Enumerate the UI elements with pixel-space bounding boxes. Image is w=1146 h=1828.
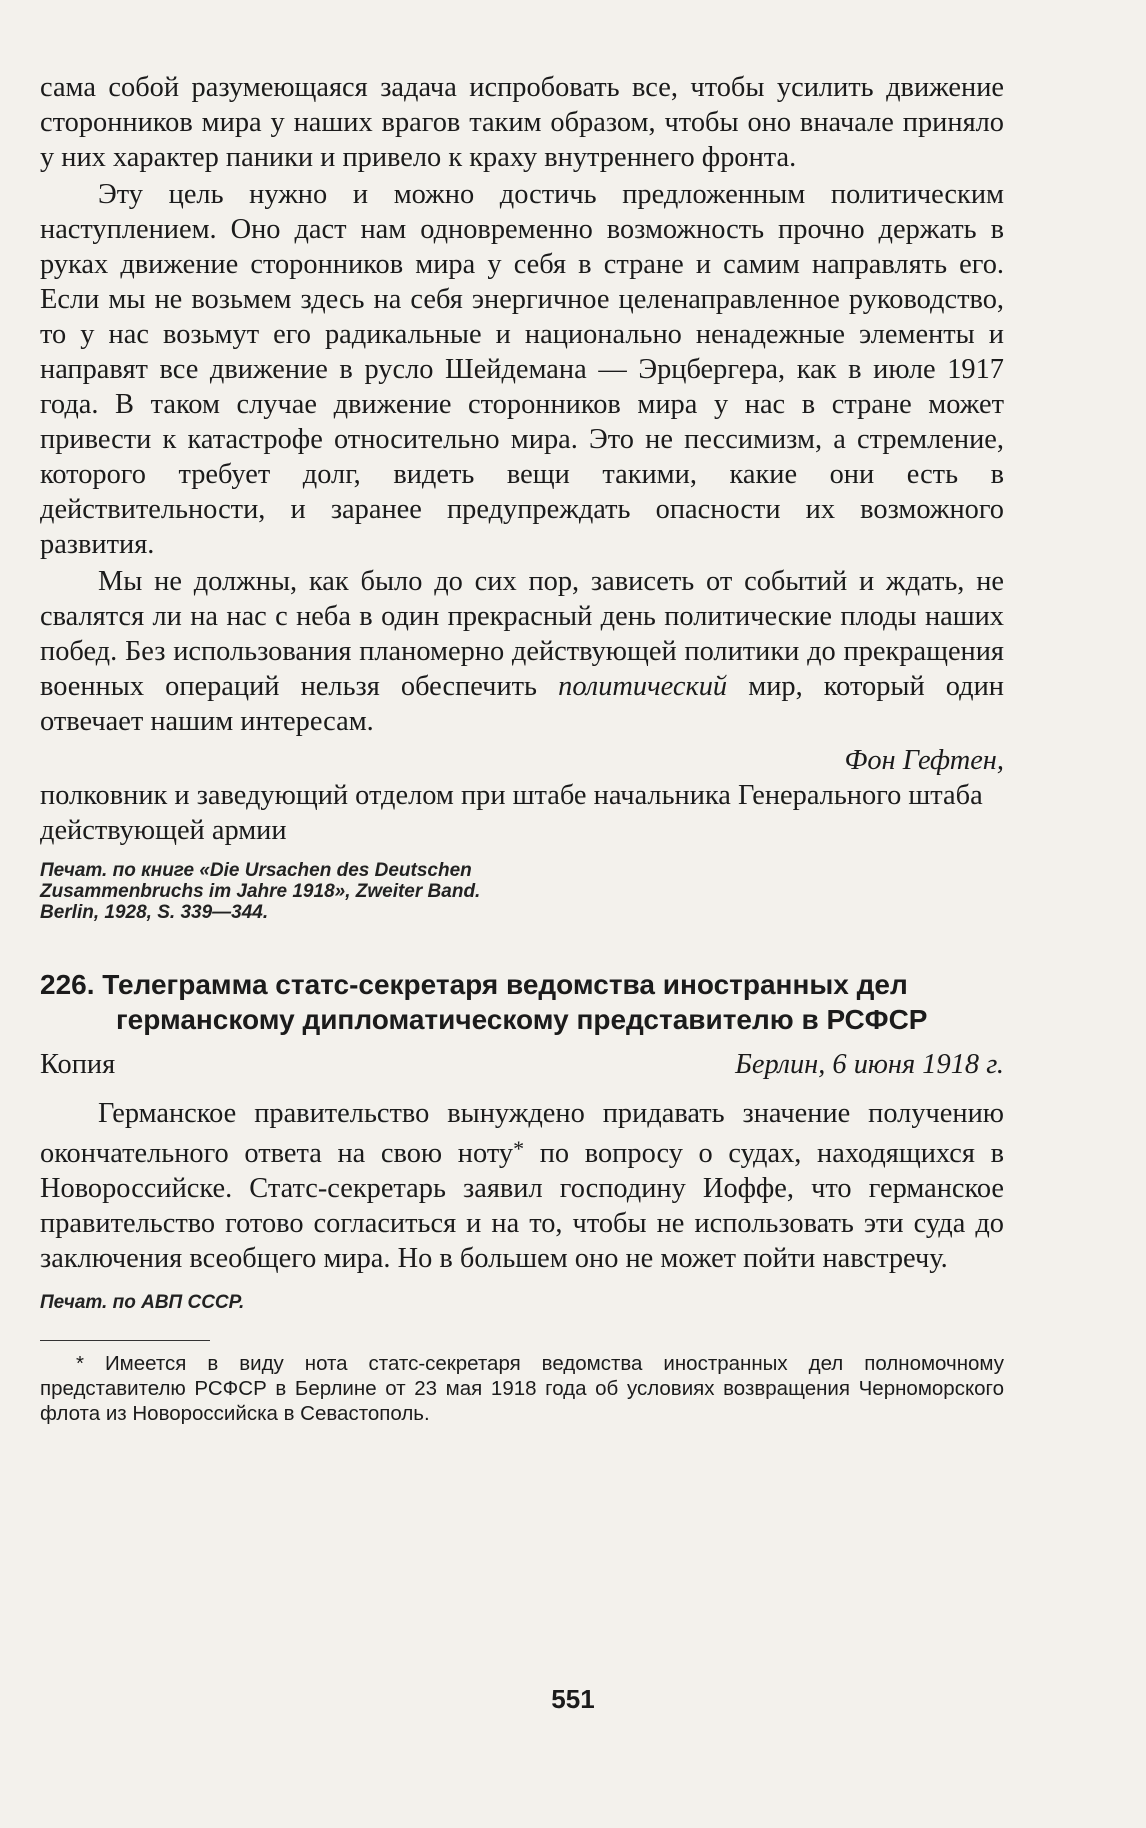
signature-title: полковник и заведующий отделом при штабе начальника Генерального штаба действующей армии: [40, 780, 983, 846]
paragraph-text-a: Мы не должны, как было до сих пор, зависеть от событий и ждать, не свалятся ли на нас с неба в один прекрасный день политические плоды наших побед. Без использования планомерно действующей политики до прекращения военных операций нельзя обеспечить: [40, 566, 1004, 702]
signature-name: Фон Гефтен,: [844, 745, 1004, 776]
emphasis-political: политический: [558, 671, 728, 702]
footnote-divider: [40, 1340, 210, 1341]
telegram-text-a: Германское правительство вынуждено придавать значение получению окончательного ответа на свою ноту: [40, 1098, 1004, 1169]
place-date: Берлин, 6 июня 1918 г.: [735, 1049, 1004, 1080]
copy-label: Копия: [40, 1049, 116, 1080]
footnote-marker[interactable]: *: [513, 1136, 525, 1161]
source-citation-archive: Печат. по АВП СССР.: [40, 1292, 245, 1313]
footnote: * Имеется в виду нота статс-секретаря ведомства иностранных дел полномочному представителю РСФСР в Берлине от 23 мая 1918 года об условиях возвращения Черноморского флота из Новороссийска в Севастополь.: [40, 1352, 1004, 1425]
paragraph-political-offensive: Эту цель нужно и можно достичь предложенным политическим наступлением. Оно даст нам одновременно возможность прочно держать в руках движение сторонников мира у себя в стране и самим направлять его. Если мы не возьмем здесь на себя энергичное целенаправленное руководство, то у нас возьмут его радикальные и национально ненадежные элементы и направят все движение в русло Шейдемана — Эрцбергера, как в июле 1917 года. В таком случае движение сторонников мира у нас в стране может привести к катастрофе относительно мира. Это не пессимизм, а стремление, которого требует долг, видеть вещи такими, какие они есть в действительности, и заранее предупреждать опасности их возможного развития.: [40, 179, 1004, 560]
paragraph-political-peace: [40, 564, 1004, 739]
telegram-text-b: по вопросу о судах, находящихся в Новороссийске. Статс-секретарь заявил господину Иоффе, что германское правительство готово согласиться и на то, чтобы не использовать эти суда до заключения всеобщего мира. Но в большем оно не может пойти навстречу.: [40, 1138, 1004, 1274]
document-page: [40, 70, 1004, 1426]
document-heading: 226. Телеграмма статс-секретаря ведомства иностранных дел германскому дипломатическому представителю в РСФСР: [40, 969, 928, 1035]
paragraph-continuation: сама собой разумеющаяся задача испробовать все, чтобы усилить движение сторонников мира у наших врагов таким образом, чтобы оно вначале приняло у них характер паники и привело к краху внутреннего фронта.: [40, 72, 1004, 173]
document-meta: [40, 1047, 1004, 1082]
paragraph-text-b: мир, который один отвечает нашим интересам.: [40, 671, 1004, 737]
source-citation: Печат. по книге «Die Ursachen des Deutschen Zusammenbruchs im Jahre 1918», Zweiter Band. Berlin, 1928, S. 339—344.: [40, 860, 481, 923]
page-number: 551: [551, 1684, 595, 1714]
telegram-body: [40, 1096, 1004, 1276]
